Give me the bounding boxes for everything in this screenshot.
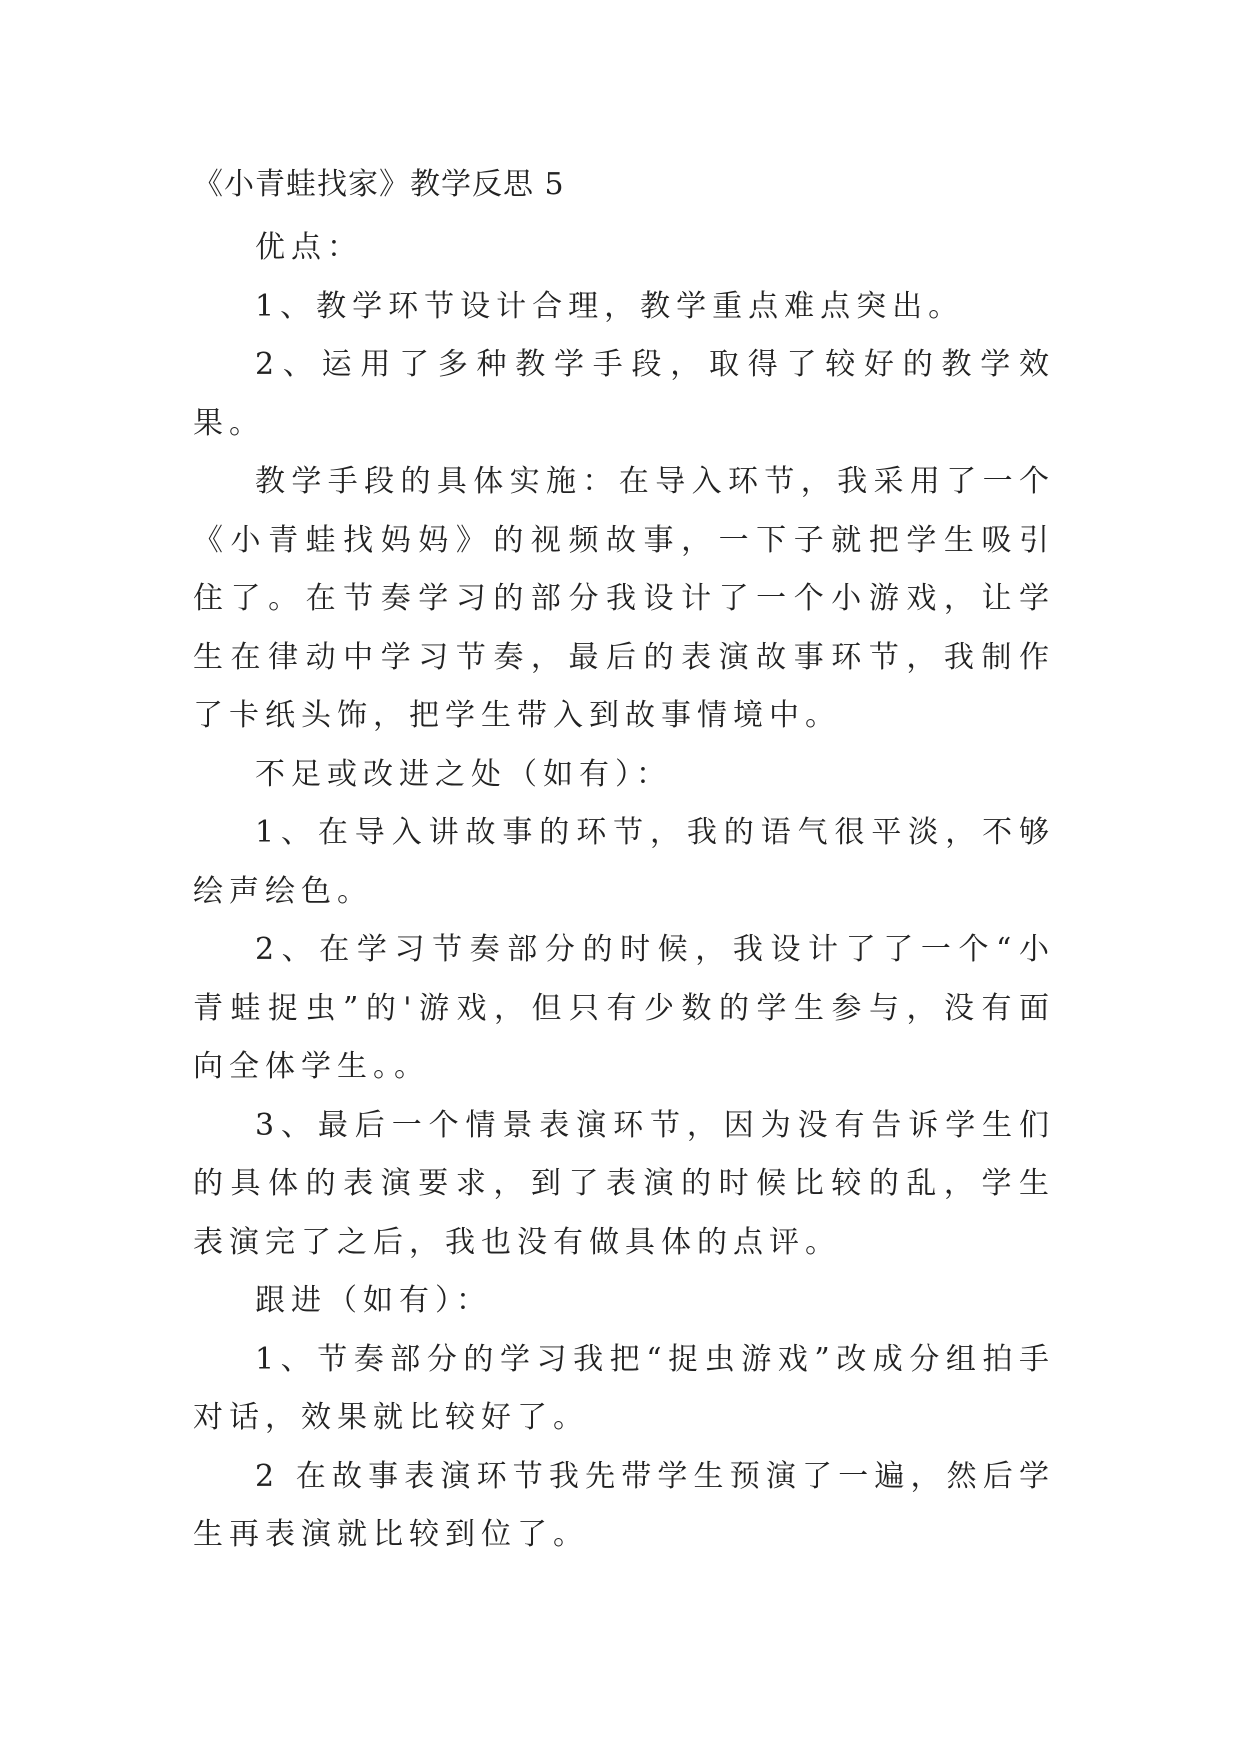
paragraph-shortcoming-3: 3、最后一个情景表演环节，因为没有告诉学生们的具体的表演要求，到了表演的时候比较的乱，学生表演完了之后，我也没有做具体的点评。: [193, 1107, 1055, 1260]
paragraph-shortcoming-1: 1、在导入讲故事的环节，我的语气很平淡，不够绘声绘色。: [193, 815, 1055, 909]
paragraph-shortcoming-2: 2、在学习节奏部分的时候，我设计了了一个“小青蛙捉虫”的'游戏，但只有少数的学生参与，没有面向全体学生。。: [193, 932, 1055, 1084]
paragraph-followup-1: 1、节奏部分的学习我把“捉虫游戏”改成分组拍手对话，效果就比较好了。: [193, 1341, 1055, 1435]
paragraph-advantage-1: 1、教学环节设计合理，教学重点难点突出。: [255, 288, 965, 324]
paragraph-followup-2: 2 在故事表演环节我先带学生预演了一遍，然后学生再表演就比较到位了。: [193, 1458, 1055, 1552]
paragraph-followup-heading: 跟进（如有）：: [255, 1283, 492, 1318]
document-title: 《小青蛙找家》教学反思 5: [193, 167, 565, 202]
paragraph-advantage-2: 2、运用了多种教学手段，取得了较好的教学效果。: [193, 347, 1055, 441]
paragraph-implementation: 教学手段的具体实施：在导入环节，我采用了一个《小青蛙找妈妈》的视频故事，一下子就把学生吸引住了。在节奏学习的部分我设计了一个小游戏，让学生在律动中学习节奏，最后的表演故事环节，我制作了卡纸头饰，把学生带入到故事情境中。: [193, 464, 1055, 733]
paragraph-shortcomings-heading: 不足或改进之处（如有）：: [255, 756, 672, 792]
document-body: [193, 219, 1055, 1565]
paragraph-advantages-heading: 优点：: [255, 230, 363, 265]
